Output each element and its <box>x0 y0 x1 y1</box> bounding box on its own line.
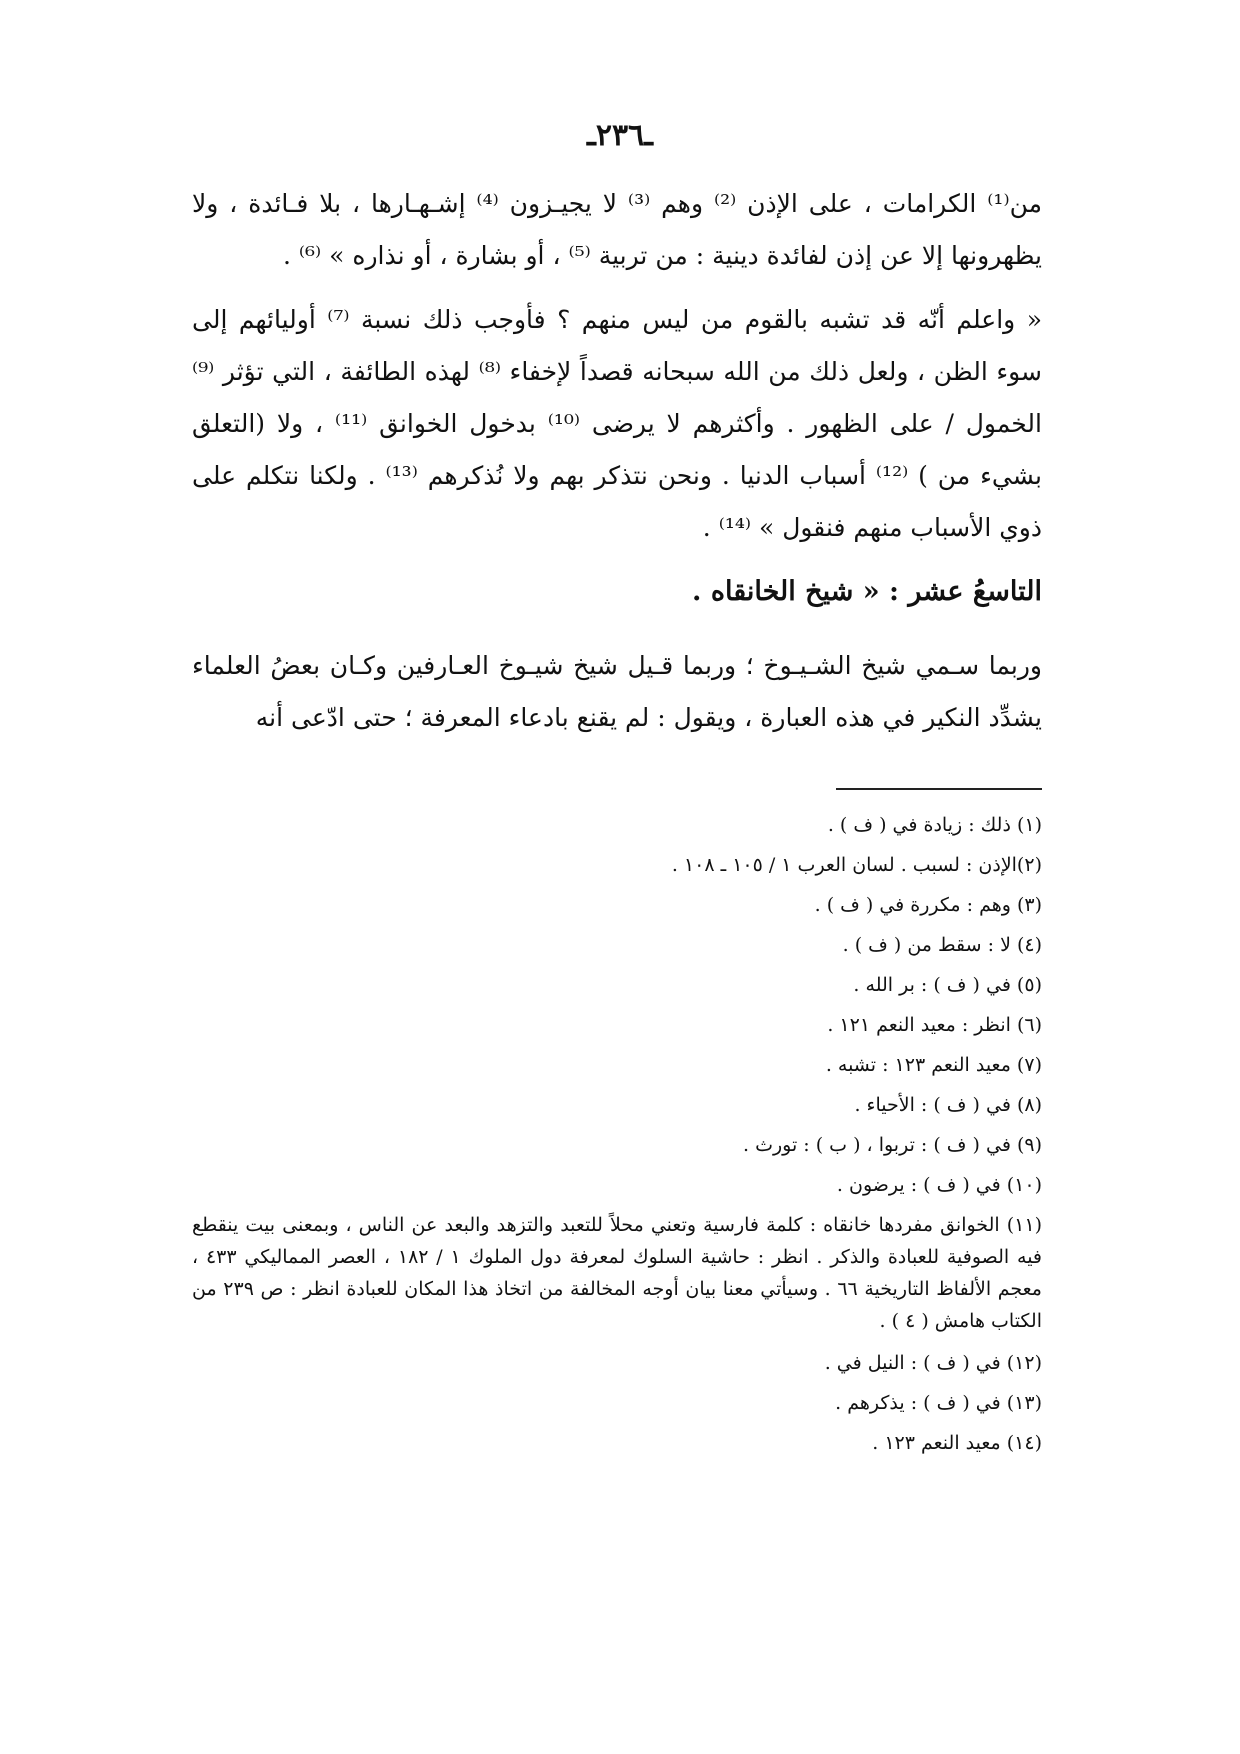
footnote-divider <box>836 788 1042 790</box>
footnote: (٢)الإذن : لسبب . لسان العرب ١ / ١٠٥ ـ ١٠٨ . <box>671 854 1042 876</box>
footnote: (١٢) في ( ف ) : النيل في . <box>824 1352 1042 1374</box>
footnotes <box>192 805 1042 1463</box>
footnote: (٨) في ( ف ) : الأحياء . <box>854 1094 1042 1116</box>
paragraph: وربما سـمي شيخ الشـيـوخ ؛ وربما قـيل شيخ شيـوخ العـارفين وكـان بعضُ العلماء يشدِّد النكير في هذه العبارة ، ويقول : لم يقنع بادعاء المعرفة ؛ حتى ادّعى أنه <box>192 651 1042 732</box>
body-text <box>192 178 1042 756</box>
footnote: (٦) انظر : معيد النعم ١٢١ . <box>827 1014 1042 1036</box>
footnote: (٤) لا : سقط من ( ف ) . <box>842 934 1042 956</box>
page-number: ـ٢٣٦ـ <box>587 118 653 153</box>
paragraph: من⁽¹⁾ الكرامات ، على الإذن ⁽²⁾ وهم ⁽³⁾ لا يجيـزون ⁽⁴⁾ إشـهـارها ، بلا فـائدة ، ولا يظهرونها إلا عن إذن لفائدة دينية : من تربية ⁽⁵⁾ ، أو بشارة ، أو نذاره » ⁽⁶⁾ . <box>192 189 1042 270</box>
paragraph: « واعلم أنّه قد تشبه بالقوم من ليس منهم ؟ فأوجب ذلك نسبة ⁽⁷⁾ أوليائهم إلى سوء الظن ، ولعل ذلك من الله سبحانه قصداً لإخفاء ⁽⁸⁾ لهذه الطائفة ، التي تؤثر ⁽⁹⁾ الخمول / على الظهور . وأكثرهم لا يرضى ⁽¹⁰⁾ بدخول الخوانق ⁽¹¹⁾ ، ولا (التعلق بشيء من ) ⁽¹²⁾ أسباب الدنيا . ونحن نتذكر بهم ولا نُذكرهم ⁽¹³⁾ . ولكنا نتكلم على ذوي الأسباب منهم فنقول » ⁽¹⁴⁾ . <box>192 305 1043 542</box>
footnote: (١٤) معيد النعم ١٢٣ . <box>872 1432 1042 1454</box>
footnote: (١١) الخوانق مفردها خانقاه : كلمة فارسية وتعني محلاً للتعبد والتزهد والبعد عن الناس ، وبمعنى بيت ينقطع فيه الصوفية للعبادة والذكر . انظر : حاشية السلوك لمعرفة دول الملوك ١ / ١٨٢ ، العصر المماليكي ٤٣٣ ، معجم الألفاظ التاريخية ٦٦ . وسيأتي معنا بيان أوجه المخالفة من اتخاذ هذا المكان للعبادة انظر : ص ٢٣٩ من الكتاب هامش ( ٤ ) . <box>192 1214 1043 1332</box>
footnote: (٩) في ( ف ) : تربوا ، ( ب ) : تورث . <box>742 1134 1042 1156</box>
footnote: (٥) في ( ف ) : بر الله . <box>853 974 1042 996</box>
footnote: (١٠) في ( ف ) : يرضون . <box>836 1174 1042 1196</box>
footnote: (١٣) في ( ف ) : يذكرهم . <box>835 1392 1042 1414</box>
section-heading: التاسعُ عشر : « شيخ الخانقاه . <box>692 576 1042 607</box>
footnote: (٧) معيد النعم ١٢٣ : تشبه . <box>825 1054 1042 1076</box>
footnote: (٣) وهم : مكررة في ( ف ) . <box>814 894 1042 916</box>
footnote: (١) ذلك : زيادة في ( ف ) . <box>827 814 1042 836</box>
